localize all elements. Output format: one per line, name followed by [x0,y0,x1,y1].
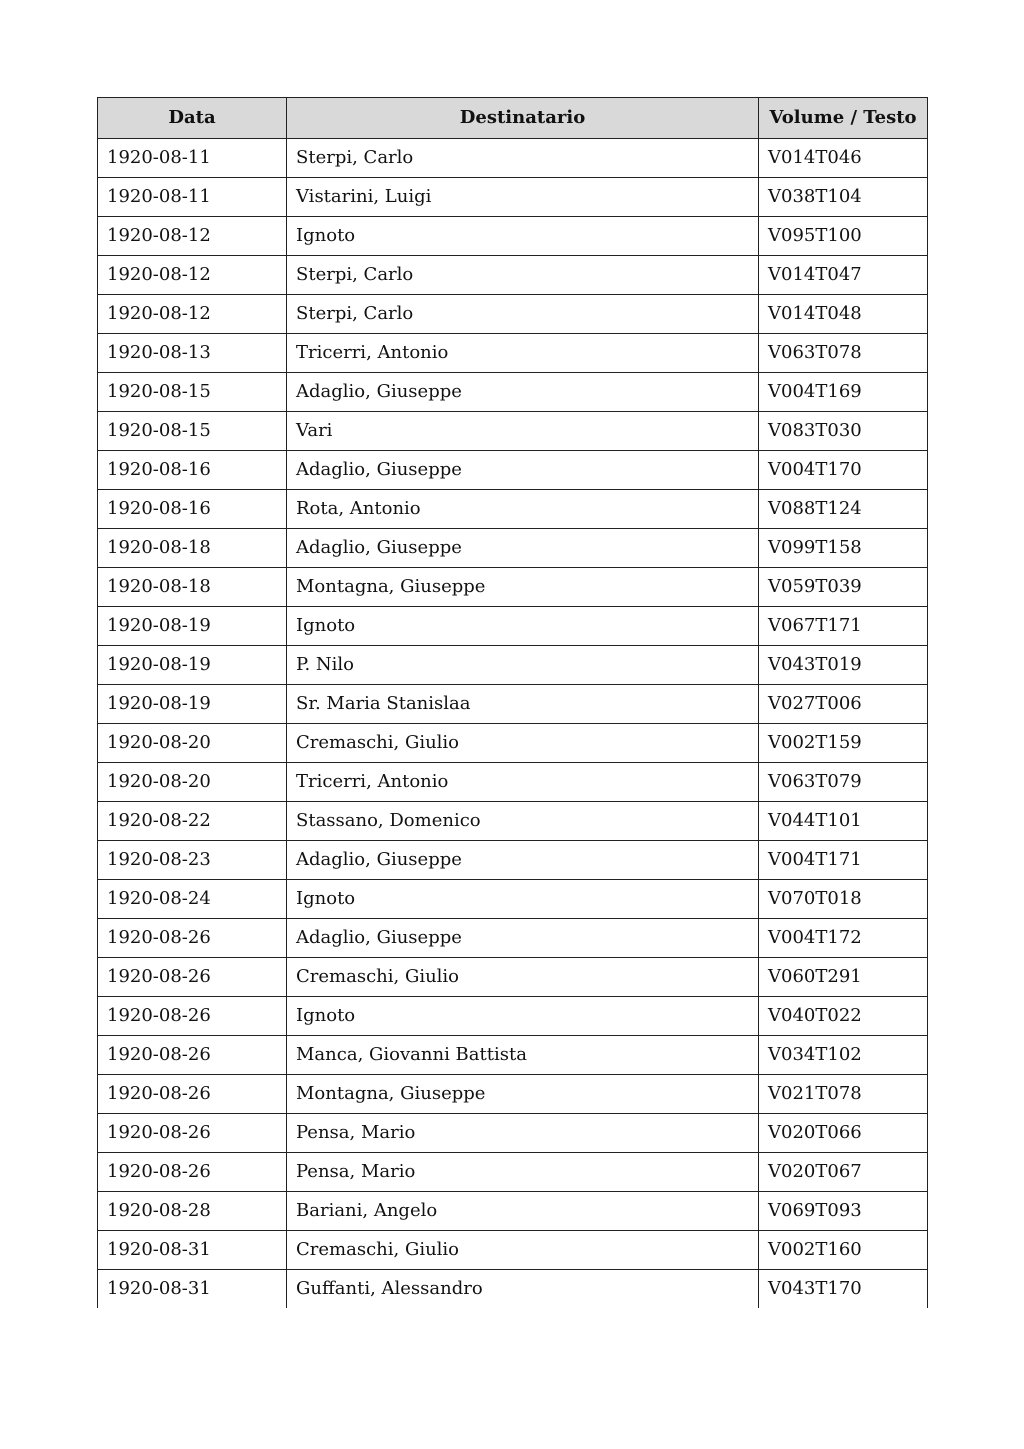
cell-recipient: Rota, Antonio [287,490,759,529]
cell-volume: V043T170 [759,1270,928,1309]
header-volume: Volume / Testo [759,98,928,139]
cell-volume: V014T046 [759,139,928,178]
cell-date: 1920-08-26 [98,919,287,958]
header-recipient: Destinatario [287,98,759,139]
cell-date: 1920-08-31 [98,1231,287,1270]
cell-date: 1920-08-13 [98,334,287,373]
cell-date: 1920-08-20 [98,724,287,763]
cell-date: 1920-08-26 [98,1153,287,1192]
table-row [98,1036,928,1075]
cell-date: 1920-08-19 [98,607,287,646]
cell-recipient: Ignoto [287,607,759,646]
cell-recipient: Adaglio, Giuseppe [287,919,759,958]
cell-volume: V014T048 [759,295,928,334]
table-row [98,490,928,529]
table-row [98,1114,928,1153]
cell-date: 1920-08-26 [98,1114,287,1153]
cell-recipient: Sr. Maria Stanislaa [287,685,759,724]
table-row [98,139,928,178]
cell-date: 1920-08-19 [98,646,287,685]
cell-recipient: Ignoto [287,880,759,919]
cell-recipient: Cremaschi, Giulio [287,1231,759,1270]
header-date: Data [98,98,287,139]
cell-date: 1920-08-11 [98,178,287,217]
cell-volume: V095T100 [759,217,928,256]
cell-date: 1920-08-15 [98,373,287,412]
cell-recipient: Adaglio, Giuseppe [287,451,759,490]
cell-volume: V038T104 [759,178,928,217]
table-row [98,724,928,763]
cell-date: 1920-08-26 [98,1036,287,1075]
cell-date: 1920-08-20 [98,763,287,802]
cell-date: 1920-08-19 [98,685,287,724]
cell-recipient: Pensa, Mario [287,1153,759,1192]
table-row [98,841,928,880]
table-row [98,646,928,685]
table-row [98,373,928,412]
cell-volume: V083T030 [759,412,928,451]
cell-recipient: Bariani, Angelo [287,1192,759,1231]
cell-recipient: Tricerri, Antonio [287,334,759,373]
table-row [98,958,928,997]
cell-recipient: P. Nilo [287,646,759,685]
table-row [98,412,928,451]
cell-date: 1920-08-31 [98,1270,287,1309]
cell-date: 1920-08-23 [98,841,287,880]
cell-volume: V004T169 [759,373,928,412]
table-row [98,880,928,919]
cell-recipient: Guffanti, Alessandro [287,1270,759,1309]
table-row [98,1270,928,1309]
table-row [98,451,928,490]
cell-volume: V063T078 [759,334,928,373]
cell-date: 1920-08-18 [98,568,287,607]
cell-recipient: Adaglio, Giuseppe [287,529,759,568]
cell-recipient: Manca, Giovanni Battista [287,1036,759,1075]
cell-volume: V040T022 [759,997,928,1036]
table-row [98,919,928,958]
cell-date: 1920-08-22 [98,802,287,841]
table-row [98,1192,928,1231]
cell-volume: V020T067 [759,1153,928,1192]
cell-recipient: Adaglio, Giuseppe [287,841,759,880]
cell-date: 1920-08-12 [98,256,287,295]
cell-volume: V044T101 [759,802,928,841]
table-row [98,763,928,802]
table-body [98,139,928,1309]
cell-recipient: Vistarini, Luigi [287,178,759,217]
table-row [98,217,928,256]
cell-volume: V004T170 [759,451,928,490]
header-row [98,98,928,139]
cell-recipient: Adaglio, Giuseppe [287,373,759,412]
table-row [98,607,928,646]
cell-date: 1920-08-16 [98,451,287,490]
cell-date: 1920-08-12 [98,217,287,256]
cell-recipient: Cremaschi, Giulio [287,958,759,997]
cell-volume: V059T039 [759,568,928,607]
cell-recipient: Sterpi, Carlo [287,139,759,178]
cell-volume: V063T079 [759,763,928,802]
cell-date: 1920-08-12 [98,295,287,334]
cell-recipient: Cremaschi, Giulio [287,724,759,763]
table-header [98,98,928,139]
table-row [98,529,928,568]
cell-volume: V020T066 [759,1114,928,1153]
cell-recipient: Tricerri, Antonio [287,763,759,802]
letters-table [97,97,928,1308]
table-row [98,295,928,334]
cell-volume: V067T171 [759,607,928,646]
table-row [98,334,928,373]
table-row [98,997,928,1036]
cell-volume: V002T159 [759,724,928,763]
table-row [98,802,928,841]
cell-recipient: Ignoto [287,217,759,256]
cell-date: 1920-08-11 [98,139,287,178]
cell-volume: V004T172 [759,919,928,958]
cell-recipient: Vari [287,412,759,451]
table-row [98,1153,928,1192]
cell-recipient: Stassano, Domenico [287,802,759,841]
cell-volume: V002T160 [759,1231,928,1270]
cell-date: 1920-08-18 [98,529,287,568]
cell-recipient: Sterpi, Carlo [287,295,759,334]
cell-date: 1920-08-15 [98,412,287,451]
cell-volume: V060T291 [759,958,928,997]
table-row [98,1075,928,1114]
cell-recipient: Montagna, Giuseppe [287,1075,759,1114]
table-row [98,178,928,217]
cell-date: 1920-08-24 [98,880,287,919]
table-row [98,256,928,295]
cell-recipient: Montagna, Giuseppe [287,568,759,607]
table-row [98,1231,928,1270]
cell-date: 1920-08-16 [98,490,287,529]
cell-volume: V088T124 [759,490,928,529]
cell-date: 1920-08-28 [98,1192,287,1231]
table-row [98,685,928,724]
cell-volume: V021T078 [759,1075,928,1114]
cell-volume: V070T018 [759,880,928,919]
cell-recipient: Sterpi, Carlo [287,256,759,295]
cell-recipient: Pensa, Mario [287,1114,759,1153]
cell-volume: V014T047 [759,256,928,295]
cell-volume: V043T019 [759,646,928,685]
cell-volume: V004T171 [759,841,928,880]
cell-volume: V069T093 [759,1192,928,1231]
cell-volume: V034T102 [759,1036,928,1075]
cell-recipient: Ignoto [287,997,759,1036]
table-row [98,568,928,607]
cell-date: 1920-08-26 [98,997,287,1036]
cell-volume: V099T158 [759,529,928,568]
cell-date: 1920-08-26 [98,958,287,997]
cell-volume: V027T006 [759,685,928,724]
cell-date: 1920-08-26 [98,1075,287,1114]
